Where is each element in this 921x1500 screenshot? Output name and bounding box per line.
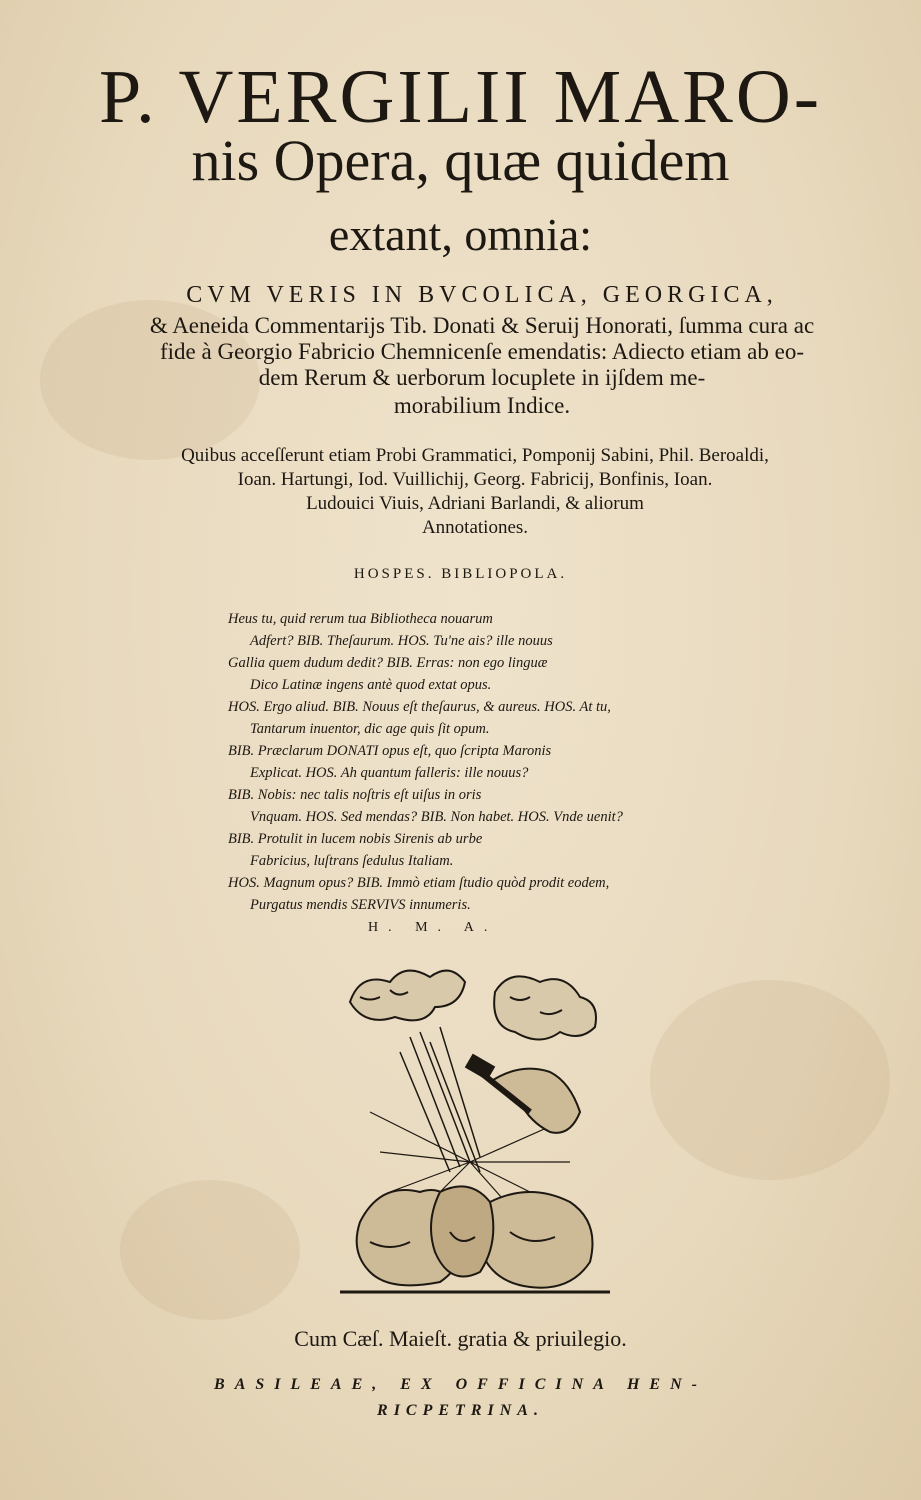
poem-line: Vnquam. HOS. Sed mendas? BIB. Non habet. HOS. Vnde uenit?	[250, 809, 623, 825]
imprint-line-2: RICPETRINA.	[377, 1402, 544, 1419]
poem-line: Fabricius, luſtrans ſedulus Italiam.	[250, 853, 454, 869]
title-line-1: P. VERGILII MARO-	[98, 55, 823, 139]
poem-line: Dico Latinæ ingens antè quod extat opus.	[250, 677, 492, 693]
subtitle-line-4: dem Rerum & uerborum locuplete in ijſdem me-	[258, 365, 706, 390]
subtitle-line-5: morabilium Indice.	[393, 393, 571, 418]
paper-stain	[650, 980, 890, 1180]
subtitle-line-1: CVM VERIS IN BVCOLICA, GEORGICA,	[186, 282, 778, 308]
dialogue-heading: HOSPES. BIBLIOPOLA.	[353, 566, 568, 582]
poem-line: Adfert? BIB. Theſaurum. HOS. Tu'ne ais? ille nouus	[250, 633, 553, 649]
imprint-line-1: BASILEAE, EX OFFICINA HEN-	[214, 1376, 707, 1393]
contributors-line-1: Quibus acceſſerunt etiam Probi Grammatici, Pomponij Sabini, Phil. Beroaldi,	[181, 445, 769, 466]
poem-line: HOS. Magnum opus? BIB. Immò etiam ſtudio quòd prodit eodem,	[228, 875, 610, 891]
contributors-line-2: Ioan. Hartungi, Iod. Vuillichij, Georg. Fabricij, Bonfinis, Ioan.	[237, 469, 713, 490]
poem-line: Heus tu, quid rerum tua Bibliotheca nouarum	[228, 611, 493, 627]
subtitle-line-2: & Aeneida Commentarijs Tib. Donati & Seruij Honorati, ſumma cura ac	[149, 313, 815, 338]
poem-line: Tantarum inuentor, dic age quis ſit opum.	[250, 721, 490, 737]
title-line-2: nis Opera, quæ quidem	[191, 128, 730, 193]
poem-line: HOS. Ergo aliud. BIB. Nouus eſt theſaurus, & aureus. HOS. At tu,	[228, 699, 611, 715]
dialogue-poem	[228, 608, 748, 916]
printers-device-woodcut-icon	[330, 962, 620, 1312]
contributors-line-3: Ludouici Viuis, Adriani Barlandi, & aliorum	[306, 493, 644, 514]
poem-line: Gallia quem dudum dedit? BIB. Erras: non ego linguæ	[228, 655, 548, 671]
poem-line: Purgatus mendis SERVIVS innumeris.	[250, 897, 471, 913]
poem-line: BIB. Nobis: nec talis noſtris eſt uiſus in oris	[228, 787, 482, 803]
poem-line: Explicat. HOS. Ah quantum falleris: ille nouus?	[250, 765, 529, 781]
contributors-line-4: Annotationes.	[421, 517, 529, 538]
poem-line: BIB. Præclarum DONATI opus eſt, quo ſcripta Maronis	[228, 743, 552, 759]
paper-stain	[120, 1180, 300, 1320]
poem-line: BIB. Protulit in lucem nobis Sirenis ab urbe	[228, 831, 483, 847]
privilege-line: Cum Cæſ. Maieſt. gratia & priuilegio.	[294, 1326, 627, 1351]
subtitle-line-3: fide à Georgio Fabricio Chemnicenſe emendatis: Adiecto etiam ab eo-	[160, 339, 804, 364]
title-line-3: extant, omnia:	[328, 209, 593, 260]
poem-signature: H. M. A.	[368, 920, 498, 935]
